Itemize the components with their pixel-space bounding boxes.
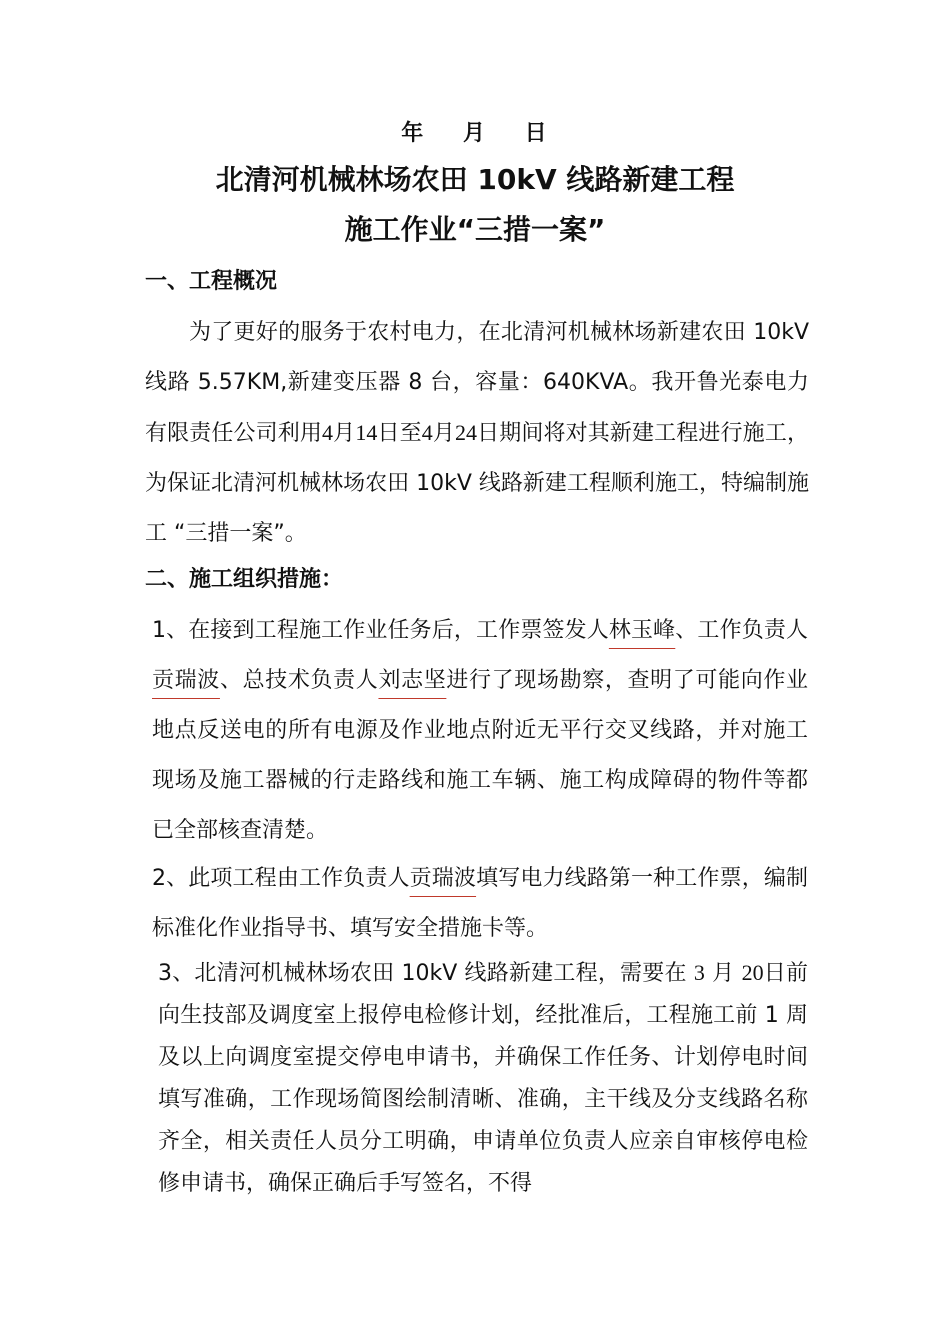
end-month: 4 [421, 420, 433, 445]
item1-text-c: 、总技术负责人 [219, 668, 379, 693]
item3-text-a: 3、北清河机械林场农田 10kV 线路新建工程，需要在 [158, 961, 687, 986]
end-day: 24 [454, 420, 477, 445]
start-day: 14 [355, 420, 378, 445]
intro-text-d: 月 [432, 421, 455, 446]
intro-text-e: 日期间将对其新建工程进行施工，为保证北清河机械林场农田 10kV 线路新建工程顺利施工，特编制施工 “三措一案”。 [145, 421, 809, 546]
item3-text-c: 日前向生技部及调度室上报停电检修计划，经批准后，工程施工前 1 周及以上向调度室提交停电申请书，并确保工作任务、计划停电时间填写准确，工作现场简图绘制清晰、准确，主干线及分支线路名称齐全，相关责任人员分工明确，申请单位负责人应亲自审核停电检修申请书，确保正确后手写签名，不得 [158, 961, 808, 1196]
section2-item2 [152, 854, 808, 954]
issuer-name: 林玉峰 [608, 618, 676, 643]
item3-text-b: 月 [712, 961, 735, 986]
item3-month: 3 [693, 960, 705, 985]
intro-text-a: 为了更好的服务于农村电力，在北清河机械林场新建农田 10kV 线路 5.57KM,新建变压器 8 台，容量：640KVA。我开鲁光泰电力有限责任公司利用 [145, 320, 809, 446]
date-year: 年 [401, 121, 426, 146]
intro-text-b: 月 [333, 421, 356, 446]
item3-day: 20 [741, 960, 764, 985]
tech-leader-name: 刘志坚 [378, 668, 447, 693]
item2-leader-name: 贡瑞波 [409, 866, 477, 891]
item1-text-b: 、工作负责人 [675, 618, 808, 643]
work-leader-name: 贡瑞波 [152, 668, 220, 693]
section2-heading: 二、施工组织措施： [145, 567, 344, 592]
item1-text-a: 1、在接到工程施工作业任务后，工作票签发人 [152, 618, 609, 643]
section2-item1 [152, 606, 808, 856]
item2-text-b: 填写电力线路第一种工作票，编制标准化作业指导书、填写安全措施卡等。 [152, 866, 808, 941]
section1-heading: 一、工程概况 [145, 269, 278, 294]
intro-text-c: 日至 [377, 421, 422, 446]
document-title-line2: 施工作业“三措一案” [344, 213, 606, 246]
date-day: 日 [524, 121, 549, 146]
document-title-line1: 北清河机械林场农田 10kV 线路新建工程 [215, 163, 735, 196]
date-line [0, 116, 950, 147]
section2-item3 [158, 952, 808, 1205]
start-month: 4 [322, 420, 334, 445]
item1-text-d: 进行了现场勘察，查明了可能向作业地点反送电的所有电源及作业地点附近无平行交叉线路，并对施工现场及施工器械的行走路线和施工车辆、施工构成障碍的物件等都已全部核查清楚。 [152, 668, 808, 843]
date-month: 月 [462, 121, 487, 146]
section1-paragraph [145, 308, 809, 559]
item2-text-a: 2、此项工程由工作负责人 [152, 866, 410, 891]
